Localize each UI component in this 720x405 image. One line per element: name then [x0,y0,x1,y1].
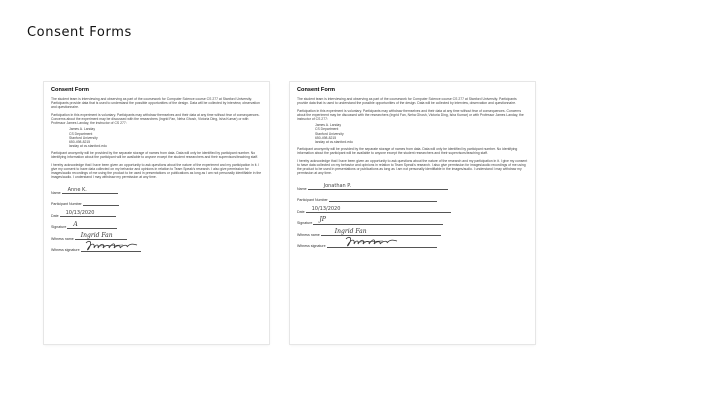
witness-name-field [297,225,528,237]
form-paragraph: The student team is interviewing and observing as part of the coursework for Computer Science course CS 277 at Stanford University. Participants provide data that is used to understand the possible opportunities of the design. Data will be collected by interview, observation and questionnaire. [51,97,260,110]
field-value: Jonathan P. [323,182,352,189]
field-label: Witness name [51,236,74,241]
form-heading: Consent Form [297,87,335,93]
name-field [51,183,262,195]
field-label: Date [51,213,59,218]
form-paragraph: Participation in this experiment is voluntary. Participants may withdraw themselves and their data at any time without fear of consequences. Concerns about the experiment may be discussed with the researchers (Ingrid Fan, Neha Ghosh, Victoria Ding, Isha Kumar) or with Professor James Landay, the instructor of CS 277: [297,108,524,121]
address-line: CS Department [315,127,339,132]
handwritten-signature [343,235,399,249]
field-label: Witness name [297,232,320,237]
participant-number-field [51,195,262,207]
date-field [51,206,262,218]
field-label: Signature [51,225,67,230]
form-paragraph: Participant anonymity will be provided by the separate storage of names from data. Data will only be identified by participant number. No identifying information about the participant will be available to anyone except the student researchers and their supervisors/teaching staff. [51,151,259,160]
instructor-address [297,123,528,144]
address-line: 650-498-8215 [69,139,91,144]
form-paragraph: Participant anonymity will be provided by the separate storage of names from data. Data will only be identified by participant number. No identifying information about the participant will be available to anyone except the student researchers and their supervisors/teaching staff. [297,147,518,156]
participant-number-field [297,191,528,203]
name-field [297,179,528,191]
field-label: Name [51,190,61,195]
signature-fields [51,183,262,252]
signature-fields [297,179,528,248]
instructor-address [51,127,262,148]
form-heading: Consent Form [51,87,89,93]
address-line: landay at cs.stanford.edu [315,139,353,144]
field-value: JP [319,216,326,224]
address-line: Stanford University [69,135,98,140]
field-label: Participant Number [51,202,82,207]
witness-signature-field [297,237,528,249]
field-label: Witness signature [51,248,80,253]
handwritten-signature [83,239,139,253]
address-line: landay at cs.stanford.edu [69,144,107,149]
field-label: Witness signature [297,244,326,249]
consent-form-left [44,82,269,344]
field-value: Anne K. [67,187,87,194]
date-field [297,202,528,214]
field-value: Ingrid Fan [80,232,113,240]
witness-signature-field [51,241,262,253]
address-line: James A. Landay [315,123,342,128]
field-label: Participant Number [297,198,328,203]
field-label: Signature [297,221,313,226]
address-line: 650-498-8215 [315,135,337,140]
address-line: Stanford University [315,131,344,136]
slide-title: Consent Forms [27,25,132,40]
field-label: Name [297,186,307,191]
signature-field [51,218,262,230]
field-value: Ingrid Fan [334,227,367,235]
form-paragraph: I hereby acknowledge that I have been given an opportunity to ask questions about the nature of the research and my participation in it. I give my consent to have data collected on my behavior and opinions in relation to Team Speak's research. I also give permission for images/audio recordings of me using the product to be used in presentations or publications as long as I am not personally identifiable in the images/audio. I understand I may withdraw my permission at any time. [297,158,528,176]
form-paragraph: I hereby acknowledge that I have been given an opportunity to ask questions about the nature of the experiment and my participation in it. I give my consent to have data collected on my behavior and opinions in relation to Team Speak's research. I also give permission for images/audio recordings of me using the product to be used in presentations or publications as long as I am not personally identifiable in the images/audio. I understand I may withdraw my permission at any time. [51,162,262,180]
consent-form-right [290,82,535,344]
address-line: James A. Landay [69,127,96,132]
field-value: 10/13/2020 [65,210,95,217]
form-paragraph: Participation in this experiment is voluntary. Participants may withdraw themselves and their data at any time without fear of consequences. Concerns about the experiment may be discussed with the researchers (Ingrid Fan, Neha Ghosh, Victoria Ding, Isha Kumar) or with Professor James Landay, the instructor of CS 277: [51,112,260,125]
signature-field [297,214,528,226]
field-value: A [73,220,78,228]
form-paragraph: The student team is interviewing and observing as part of the coursework for Computer Science course CS 277 at Stanford University. Participants provide data that is used to understand the possible opportunities of the design. Data will be collected by interview, observation and questionnaire. [297,97,517,106]
field-value: 10/13/2020 [311,205,341,212]
address-line: CS Department [69,131,93,136]
field-label: Date [297,209,305,214]
